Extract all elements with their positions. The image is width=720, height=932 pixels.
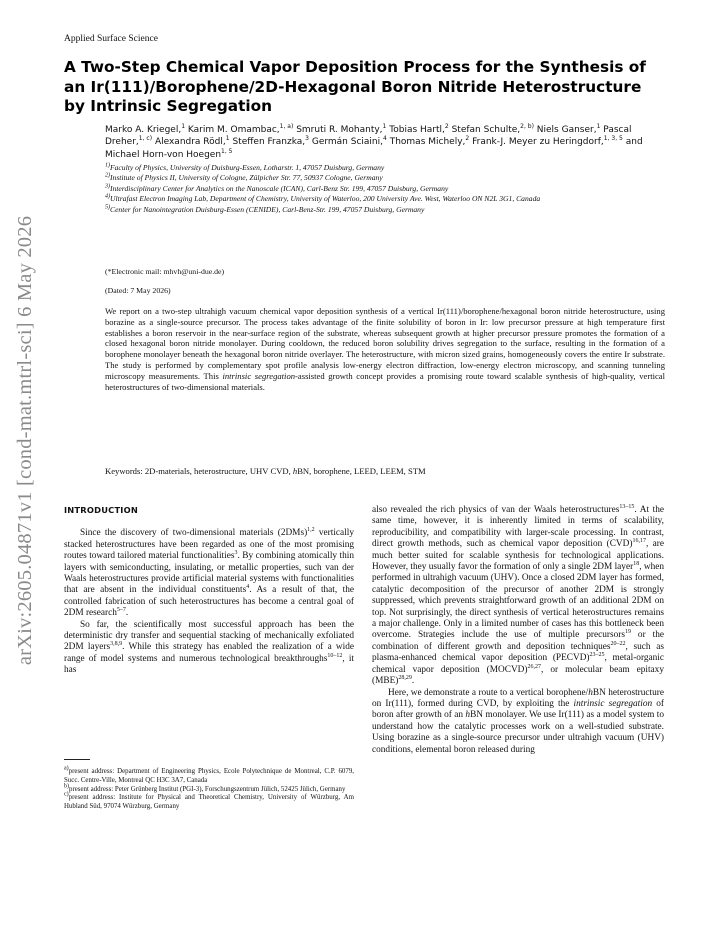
body-text: BN monolayer. We use Ir(111) as a model system to understand how the catalytic processes work on a well-studied substrate. Using borazine as a single-source precursor under ultrahigh vacuum (UHV) conditions, elemental boron released during [372,710,665,755]
footnote-list [64,765,354,812]
author-entry [105,125,185,135]
body-text: . [411,676,415,687]
abstract-text-1: We report on a two-step ultrahigh vacuum chemical vapor deposition synthesis of a vertical Ir(111)/borophene/hexagonal boron nitride heterostructure, using borazine as a single-source precursor. The process takes advantage of the finite solubility of boron in Ir: low precursor pressure at high temperature first establishes a boron reservoir in the near-surface region of the substrate, whereas subsequent growth at higher precursor pressure promotes the formation of a closed hexagonal boron nitride monolayer. During cooldown, the reduced boron solubility drives segregation to the surface, resulting in the formation of a borophene monolayer beneath the hexagonal boron nitride overlayer. The heterostructure, with micron sized grains, homogeneously covers the entire Ir substrate. The study is performed by complementary spot profile analysis low-energy electron diffraction, low-energy electron microscopy, and scanning tunneling microscopy measurements. This [105,306,665,381]
body-text: . [125,608,129,619]
intro-paragraph-4 [372,688,664,756]
author-list [105,124,665,161]
author-name: Steffen Franzka, [232,137,306,148]
affiliation-list [105,163,625,215]
author-name: Tobias Hartl, [389,125,445,135]
body-text: , such as plasma-enhanced chemical vapor deposition (PECVD) [372,641,664,664]
body-text: , it has [64,653,354,676]
intro-paragraph-3 [372,505,664,688]
affiliation-entry [105,194,625,204]
intro-paragraph-2 [64,620,354,677]
author-affiliation-marker: 3 [305,135,309,143]
author-name: and Michael Horn-von Hoegen [105,137,643,160]
affiliation-entry [105,205,625,215]
keywords-emphasis: h [292,466,298,476]
author-affiliation-marker: 2 [465,135,470,143]
author-entry [389,125,448,135]
author-affiliation-marker: 1 [225,135,230,143]
affiliation-entry [105,184,625,194]
citation-superscript: 3,8,9 [110,641,123,648]
author-entry [155,137,230,147]
citation-superscript: 1,2 [307,527,315,534]
citation-superscript: 20–22 [610,640,626,647]
author-affiliation-marker: 1 [382,123,387,130]
footnote-text: present address: Peter Grünberg Institut (PGI-3), Forschungszentrum Jülich, 52425 Jülich, Germany [69,785,346,793]
affiliation-text: Center for Nanointegration Duisburg-Essen (CENIDE), Carl-Benz-Str. 199, 47057 Duisburg, Germany [110,204,425,214]
body-text: , metal-organic chemical vapor deposition (MOCVD) [372,653,665,675]
citation-superscript: 18 [633,560,640,567]
right-column [372,505,664,756]
author-entry [312,137,387,147]
affiliation-entry [105,163,625,173]
affiliation-marker: 1) [105,162,110,169]
author-entry [390,137,470,147]
left-column [64,505,354,677]
body-text: . As a result of that, the controlled fabrication of such heterostructures has become a central goal of 2DM research [64,585,354,619]
author-entry [188,125,293,135]
author-affiliation-marker: 1, 5 [221,147,233,155]
affiliation-text: Faculty of Physics, University of Duisburg-Essen, Lotharstr. 1, 47057 Duisburg, Germany [110,163,385,172]
keywords-text-2: BN, borophene, LEED, LEEM, STM [297,466,426,476]
citation-superscript: 16,17 [632,538,646,545]
citation-superscript: 26,27 [527,663,541,670]
footnote-marker: c) [64,792,69,799]
body-text: also revealed the rich physics of van der Waals heterostructures [372,505,620,515]
footnote-text: present address: Department of Engineering Physics, Ecole Polytechnique de Montreal, C.P. 6079, Succ. Centre-Ville, Montreal QC H3C 3A7, Canada [64,768,354,784]
abstract-emphasis: intrinsic segregation [222,370,296,381]
author-name: Pascal Dreher, [105,125,632,148]
author-affiliation-marker: 1, c) [138,135,153,143]
author-name: Marko A. Kriegel, [105,125,182,135]
body-text: So far, the scientifically most successful approach has been the deterministic dry transfer and sequential stacking of mechanically exfoliated 2DM layers [64,619,354,653]
author-entry [472,137,623,147]
body-text: Here, we demonstrate a route to a vertical borophene/ [388,687,589,698]
author-entry [537,125,601,135]
author-entry [296,125,386,135]
affiliation-text: Ultrafast Electron Imaging Lab, Department of Chemistry, University of Waterloo, 200 University Ave. West, Waterloo ON N2L 3G1, Canada [110,194,541,204]
body-text: , when performed in ultrahigh vacuum (UHV). Once a closed 2DM layer has formed, catalytic decomposition of the precursor of another 2DM is strongly suppressed, which prevents straightforward growth of an additional 2DM on top. Not surprisingly, the direct synthesis of vertical heterostructures remains a major challenge. Only in a limited number of cases has this bottleneck been overcome. Strategies include the use of multiple precursors [372,562,664,641]
footnote-marker: a) [64,765,69,772]
citation-superscript: 13–15 [619,503,635,510]
footnote-entry [64,765,354,786]
body-text: . At the same time, however, it is inherently limited in terms of scalability, reproducibility, and compatibility with larger-scale processing. In contrast, direct growth methods, such as chemical vapor deposition (CVD) [372,505,664,550]
footnote-marker: b) [64,783,69,790]
author-affiliation-marker: 1, a) [279,123,294,130]
keywords [105,466,426,476]
citation-superscript: 3 [234,550,238,557]
affiliation-text: Interdisciplinary Center for Analytics on the Nanoscale (ICAN), Carl-Benz Str. 199, 47057 Duisburg, Germany [110,183,449,193]
author-entry [232,137,309,147]
date-line: (Dated: 7 May 2026) [105,286,171,295]
body-text: , or molecular beam epitaxy (MBE) [372,664,664,687]
body-text: Since the discovery of two-dimensional materials (2DMs) [80,528,308,539]
footnote-entry [64,794,354,812]
affiliation-text: Institute of Physics II, University of Cologne, Zülpicher Str. 77, 50937 Cologne, Germany [110,173,383,183]
emphasis-text: h [465,710,471,721]
keywords-text-1: Keywords: 2D-materials, heterostructure, UHV CVD, [105,466,293,476]
citation-superscript: 19 [624,629,631,636]
emphasis-text: h [588,687,593,698]
abstract-text-2: -assisted growth concept provides a promising route toward scalable synthesis of high-quality, vertical heterostructures of two-dimensional materials. [105,370,665,392]
affiliation-entry [105,173,625,183]
citation-superscript: 4 [246,584,250,591]
author-name: Germán Sciaini, [311,137,383,148]
contact-email: (*Electronic mail: mhvh@uni-due.de) [105,267,225,276]
journal-name: Applied Surface Science [64,34,158,44]
section-heading-introduction: INTRODUCTION [64,505,138,515]
body-text: or the combination of different growth and deposition techniques [372,630,664,652]
citation-superscript: 28,29 [398,675,412,681]
body-text: , are much better suited for scalable synthesis for technological applications. However, they usually favor the formation of only a single 2DM layer [372,539,665,573]
emphasis-text: intrinsic segregation [573,698,653,709]
author-name: Frank-J. Meyer zu Heringdorf, [472,137,604,148]
body-text: . By combining atomically thin layers with semiconducting, insulating, or metallic properties, such van der Waals heterostructures provide artificial material systems with functionalities that are absent in the individual constituents [64,551,354,596]
author-affiliation-marker: 1 [181,123,186,130]
author-affiliation-marker: 4 [383,135,387,143]
author-entry [452,125,534,135]
author-name: Niels Ganser, [536,125,597,135]
abstract [105,306,665,392]
author-affiliation-marker: 1 [596,123,601,130]
author-affiliation-marker: 2, b) [520,123,534,130]
author-name: Karim M. Omambac, [187,125,280,135]
affiliation-marker: 4) [105,193,110,200]
body-text: . While this strategy has enabled the realization of a wide range of model systems and numerous technological breakthroughs [64,642,355,664]
footnote-text: present address: Institute for Physical and Theoretical Chemistry, University of Würzburg, Am Hubland Süd, 97074 Würzburg, Germany [64,794,354,811]
author-name: Stefan Schulte, [451,125,521,135]
citation-superscript: 10–12 [327,652,343,659]
citation-superscript: 5–7 [116,607,126,614]
author-name: Smruti R. Mohanty, [296,125,383,135]
affiliation-marker: 5) [105,204,110,211]
citation-superscript: 23–25 [589,652,605,659]
arxiv-identifier-text: arXiv:2605.04871v1 [cond-mat.mtrl-sci] 6 May 2026 [14,215,37,665]
affiliation-marker: 3) [105,183,110,190]
author-name: Thomas Michely, [389,137,466,148]
body-text: of boron after growth of an [372,698,665,721]
intro-paragraph-1 [64,528,354,619]
body-text: vertically stacked heterostructures have been regarded as one of the most promising routes toward tailored material functionalities [64,528,354,562]
paper-title: A Two-Step Chemical Vapor Deposition Process for the Synthesis of an Ir(111)/Borophene/2D-Hexagonal Boron Nitride Heterostructure by Intrinsic Segregation [64,58,646,115]
author-affiliation-marker: 2 [444,123,449,130]
arxiv-identifier-stamp [12,200,40,680]
affiliation-marker: 2) [105,172,110,179]
body-text: BN heterostructure on Ir(111), formed during CVD, by exploiting the [372,687,664,709]
author-affiliation-marker: 1, 3, 5 [603,135,623,143]
footnote-divider [64,759,90,760]
author-name: Alexandra Rödl, [154,137,226,148]
